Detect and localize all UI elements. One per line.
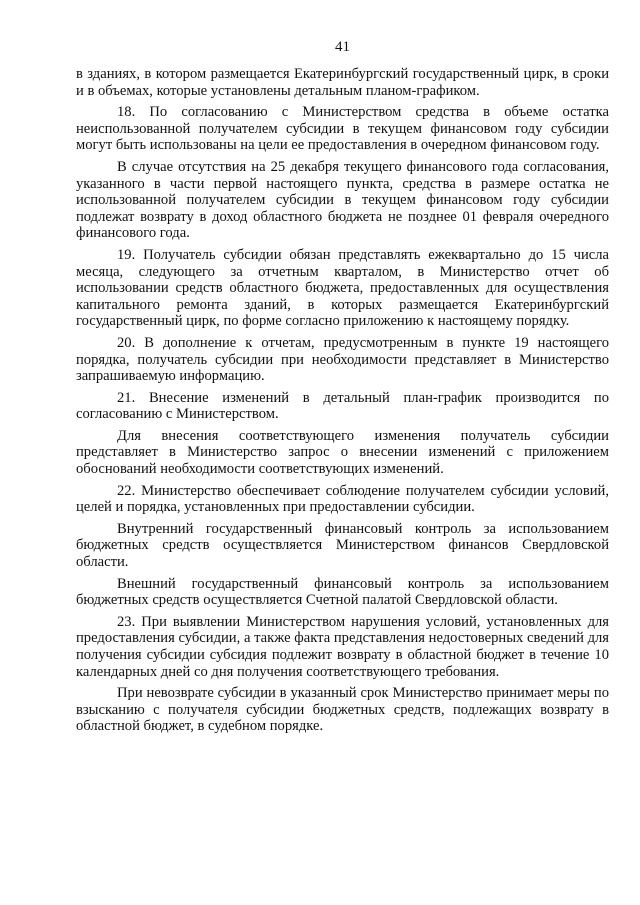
paragraph-23-part-2: При невозврате субсидии в указанный срок Министерство принимает меры по взысканию с получателя субсидии бюджетных средств, подлежащих возврату в областной бюджет, в судебном порядке.	[76, 685, 609, 735]
paragraph-continuation: в зданиях, в котором размещается Екатеринбургский государственный цирк, в сроки и в объемах, которые установлены детальным планом-графиком.	[76, 66, 609, 99]
paragraph-22-internal-control: Внутренний государственный финансовый контроль за использованием бюджетных средств осуществляется Министерством финансов Свердловской области.	[76, 520, 609, 571]
paragraph-21: 21. Внесение изменений в детальный план-график производится по согласованию с Министерством.	[76, 389, 609, 423]
paragraph-19: 19. Получатель субсидии обязан представлять ежеквартально до 15 числа месяца, следующего за отчетным кварталом, в Министерство отчет об использовании средств областного бюджета, предоставленных для осуществления капитального ремонта зданий, в которых размещается Екатеринбургский государственный цирк, по форме согласно приложению к настоящему порядку.	[76, 246, 609, 330]
paragraph-23: 23. При выявлении Министерством нарушения условий, установленных для предоставления субсидии, а также факта представления недостоверных сведений для получения субсидии субсидия подлежит возврату в областной бюджет в течение 10 календарных дней со дня получения соответствующего требования.	[76, 613, 609, 680]
paragraph-18: 18. По согласованию с Министерством средства в объеме остатка неиспользованной получателем субсидии в текущем финансовом году субсидии могут быть использованы на цели ее предоставления в очередном финансовом году.	[76, 104, 609, 154]
paragraph-22-external-control: Внешний государственный финансовый контроль за использованием бюджетных средств осуществляется Счетной палатой Свердловской области.	[76, 575, 609, 609]
document-page	[76, 38, 609, 740]
paragraph-22: 22. Министерство обеспечивает соблюдение получателем субсидии условий, целей и порядка, установленных при предоставлении субсидии.	[76, 482, 609, 516]
paragraph-21-part-2: Для внесения соответствующего изменения получатель субсидии представляет в Министерство запрос о внесении изменений с приложением обоснований необходимости соответствующих изменений.	[76, 427, 609, 478]
paragraph-20: 20. В дополнение к отчетам, предусмотренным в пункте 19 настоящего порядка, получатель субсидии при необходимости представляет в Министерство запрашиваемую информацию.	[76, 334, 609, 385]
page-number: 41	[335, 39, 350, 55]
paragraph-18-part-2: В случае отсутствия на 25 декабря текущего финансового года согласования, указанного в части первой настоящего пункта, средства в размере остатка не использованной получателем субсидии в текущем финансовом году субсидии подлежат возврату в доход областного бюджета не позднее 01 февраля очередного финансового года.	[76, 158, 609, 242]
